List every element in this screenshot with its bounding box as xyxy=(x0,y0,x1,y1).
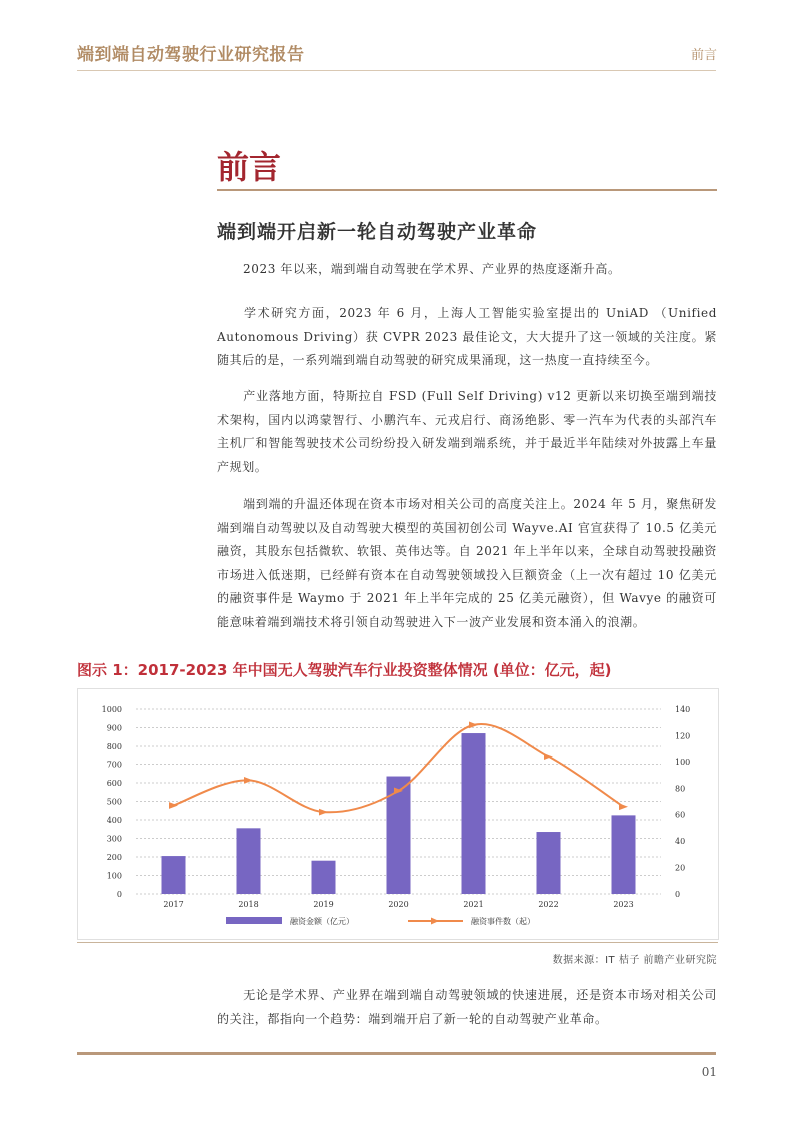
bar-2020 xyxy=(387,777,411,894)
x-tick-label: 2023 xyxy=(613,900,634,909)
section-subtitle: 端到端开启新一轮自动驾驶产业革命 xyxy=(217,221,538,243)
y-left-tick-label: 500 xyxy=(106,797,122,807)
bar-2019 xyxy=(312,861,336,894)
y-left-tick-label: 700 xyxy=(106,760,122,770)
page-title: 前言 xyxy=(217,148,282,186)
y-left-tick-label: 600 xyxy=(106,779,122,788)
footer-divider xyxy=(77,1052,716,1055)
y-right-tick-label: 40 xyxy=(675,837,686,847)
investment-chart xyxy=(78,689,718,939)
y-right-tick-label: 20 xyxy=(675,863,686,873)
chart-container xyxy=(77,688,719,940)
x-tick-label: 2021 xyxy=(463,900,484,909)
x-tick-label: 2022 xyxy=(538,900,559,909)
closing-paragraph xyxy=(217,984,717,1031)
y-right-tick-label: 120 xyxy=(675,731,691,741)
paragraph-2-text: 学术研究方面，2023 年 6 月，上海人工智能实验室提出的 UniAD （Unified Autonomous Driving）获 CVPR 2023 最佳论文，大大提升了这一领域的关注度。紧随其后的是，一系列端到端自动驾驶的研究成果涌现，这一热度一直持续至今。 xyxy=(217,306,717,367)
y-right-tick-label: 100 xyxy=(675,757,691,767)
bar-2023 xyxy=(612,815,636,894)
data-source: 数据来源：IT 桔子 前瞻产业研究院 xyxy=(552,955,717,966)
y-left-tick-label: 400 xyxy=(106,816,122,825)
legend-line-marker xyxy=(431,918,439,925)
y-left-tick-label: 800 xyxy=(106,742,122,751)
y-left-tick-label: 900 xyxy=(106,723,122,733)
legend-bar-label: 融资金额（亿元） xyxy=(290,917,354,926)
paragraph-4 xyxy=(217,493,717,634)
header-divider xyxy=(77,70,716,71)
y-right-tick-label: 60 xyxy=(675,810,686,820)
y-right-tick-label: 0 xyxy=(675,890,681,899)
legend-bar-swatch xyxy=(226,917,282,924)
paragraph-2 xyxy=(217,302,717,373)
bar-2021 xyxy=(462,733,486,894)
report-title: 端到端自动驾驶行业研究报告 xyxy=(77,45,305,65)
line-marker-2019 xyxy=(319,809,328,816)
paragraph-3 xyxy=(217,385,717,479)
x-tick-label: 2019 xyxy=(313,900,334,909)
paragraph-4-text: 端到端的升温还体现在资本市场对相关公司的高度关注上。2024 年 5 月，聚焦研发端到端自动驾驶以及自动驾驶大模型的英国初创公司 Wayve.AI 官宣获得了 10.5 亿美元融资，其股东包括微软、软银、英伟达等。自 2021 年上半年以来，全球自动驾驶投融资市场进入低迷期，已经鲜有资本在自动驾驶领域投入巨额资金（上一次有超过 10 亿美元的融资事件是 Waymo 于 2021 年上半年完成的 25 亿美元融资），但 Wavye 的融资可能意味着端到端技术将引领自动驾驶进入下一波产业发展和资本涌入的浪潮。 xyxy=(217,497,717,629)
x-tick-label: 2018 xyxy=(238,900,259,909)
x-tick-label: 2017 xyxy=(163,900,184,909)
y-left-tick-label: 300 xyxy=(106,834,122,844)
legend-line-label: 融资事件数（起） xyxy=(471,917,535,926)
paragraph-3-text: 产业落地方面，特斯拉自 FSD (Full Self Driving) v12 更新以来切换至端到端技术架构，国内以鸿蒙智行、小鹏汽车、元戎启行、商汤绝影、零一汽车为代表的头部汽车主机厂和智能驾驶技术公司纷纷投入研发端到端系统，并于最近半年陆续对外披露上车量产规划。 xyxy=(217,389,717,474)
paragraph-1-text: 2023 年以来，端到端自动驾驶在学术界、产业界的热度逐渐升高。 xyxy=(243,262,621,276)
chart-divider xyxy=(77,942,718,943)
y-left-tick-label: 100 xyxy=(106,871,122,881)
y-right-tick-label: 80 xyxy=(675,784,686,794)
y-left-tick-label: 1000 xyxy=(101,705,122,714)
closing-text: 无论是学术界、产业界在端到端自动驾驶领域的快速进展，还是资本市场对相关公司的关注，都指向一个趋势：端到端开启了新一轮的自动驾驶产业革命。 xyxy=(217,988,717,1026)
y-left-tick-label: 0 xyxy=(116,890,122,899)
paragraph-1 xyxy=(217,258,717,282)
section-label: 前言 xyxy=(690,48,717,63)
bar-2018 xyxy=(237,828,261,894)
bar-2022 xyxy=(537,832,561,894)
y-left-tick-label: 200 xyxy=(106,853,122,862)
title-divider xyxy=(217,189,717,191)
y-right-tick-label: 140 xyxy=(675,705,691,714)
figure-title: 图示 1：2017-2023 年中国无人驾驶汽车行业投资整体情况 (单位：亿元，起) xyxy=(77,661,612,679)
page-number: 01 xyxy=(701,1065,717,1079)
bar-2017 xyxy=(162,856,186,894)
line-marker-2023 xyxy=(619,803,628,810)
x-tick-label: 2020 xyxy=(388,900,409,909)
line-marker-2017 xyxy=(169,802,178,809)
